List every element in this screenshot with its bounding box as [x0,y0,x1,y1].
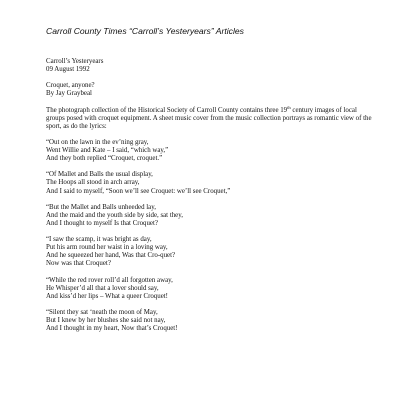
lyric-line: Went Willie and Kate – I said, “which way,” [46,147,169,155]
lyric-line: Put his arm round her waist in a loving way, [46,244,168,252]
lyric-stanza [46,309,376,333]
lyrics [46,139,376,333]
publication-date: 09 August 1992 [46,66,90,74]
lyric-stanza [46,139,376,163]
lyric-line: The Hoops all stood in arch array, [46,179,140,187]
lyric-line: And I thought in my heart, Now that’s Croquet! [46,325,178,333]
intro-text-end: century images of local groups posed with croquet equipment. A sheet music cover from the music collection portrays as romantic view of the sport, as do the lyrics: [46,106,372,130]
page-header: Carroll County Times “Carroll’s Yesteryears” Articles [46,26,244,36]
article-title: Croquet, anyone? [46,82,95,90]
lyric-line: He Whisper’d all that a lover should say, [46,284,159,292]
article-body [46,58,376,341]
lyric-line: And I said to myself, “Soon we’ll see Croquet: we’ll see Croquet,” [46,187,231,195]
intro-text-start: The photograph collection of the Historical Society of Carroll County contains three 19 [46,106,288,114]
lyric-line: “While the red rover roll’d all forgotten away, [46,276,173,284]
lyric-stanza [46,236,376,268]
lyric-line: Now was that Croquet? [46,260,111,268]
lyric-line: But I knew by her blushes she said not nay, [46,317,166,324]
lyric-line: “But the Mallet and Balls unheeded lay, [46,203,156,211]
article-heading [46,82,376,98]
lyric-line: “I saw the scamp, it was bright as day, [46,236,152,244]
column-name: Carroll’s Yesteryears [46,58,104,65]
lyric-stanza [46,204,376,228]
lyric-line: And I thought to myself Is that Croquet? [46,219,158,227]
lyric-line: And the maid and the youth side by side, sat they, [46,211,183,219]
article-byline: By Jay Graybeal [46,90,92,98]
intro-paragraph [46,104,376,131]
lyric-stanza [46,277,376,301]
lyric-line: And they both replied “Croquet, croquet.” [46,155,163,163]
article-meta [46,58,376,74]
lyric-line: “Silent they sat ‘neath the moon of May, [46,308,158,316]
lyric-stanza [46,171,376,195]
lyric-line: “Out on the lawn in the ev’ning gray, [46,138,149,146]
lyric-line: “Of Mallet and Balls the usual display, [46,171,153,179]
intro-superscript: th [287,104,291,110]
lyric-line: And he squeezed her hand, Was that Cro-quet? [46,252,176,260]
lyric-line: And kiss’d her lips – What a queer Croquet! [46,292,168,300]
